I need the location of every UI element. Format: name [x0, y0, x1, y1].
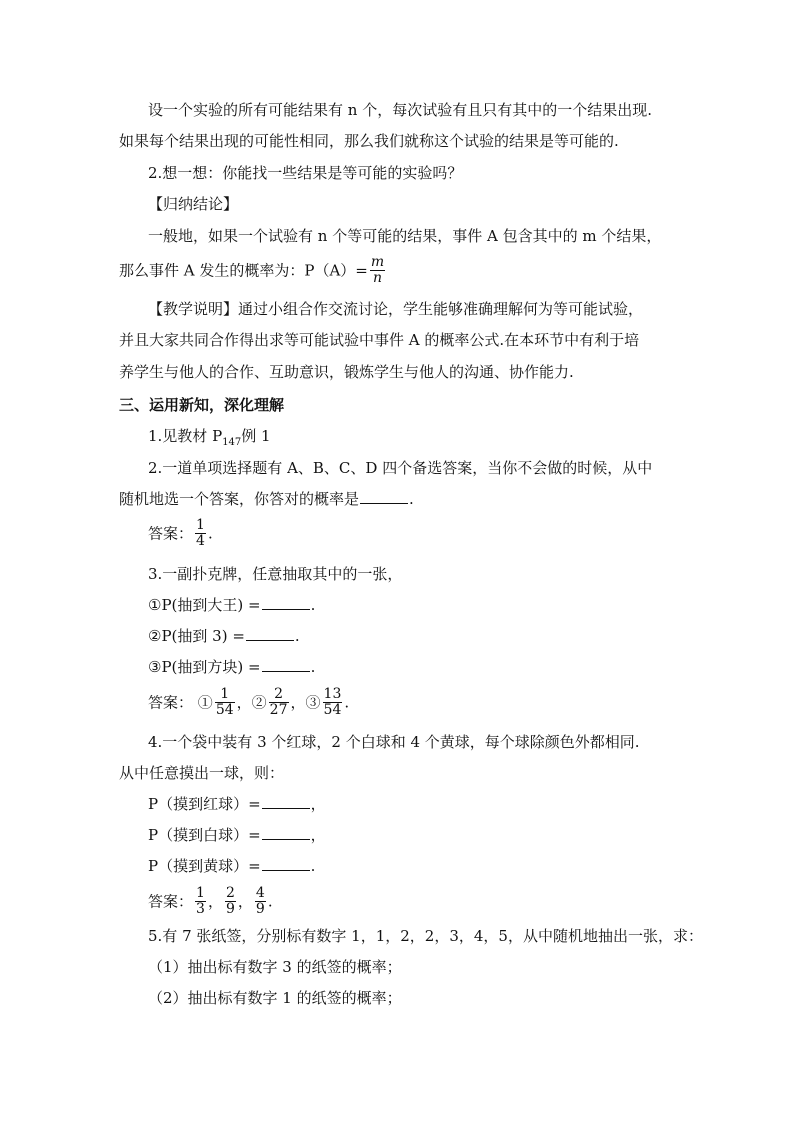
- answer-blank: [262, 656, 310, 672]
- fraction-numerator: 1: [196, 517, 205, 533]
- answer-blank: [360, 488, 408, 504]
- paragraph-line: 养学生与他人的合作、互助意识，锻炼学生与他人的沟通、协作能力.: [119, 363, 574, 381]
- punctuation: .: [310, 857, 316, 875]
- answer-line: [148, 887, 273, 918]
- answer-line: [148, 519, 213, 550]
- fraction-numerator: 2: [269, 687, 289, 703]
- question-2-line: 2.一道单项选择题有 A、B、C、D 四个备选答案，当你不会做的时候，从中: [148, 459, 653, 477]
- answer-blank: [262, 793, 310, 809]
- section-heading: 【归纳结论】: [148, 195, 239, 213]
- answer-blank: [262, 594, 310, 610]
- fraction-numerator: 4: [255, 885, 265, 901]
- paragraph-line: 如果每个结果出现的可能性相同，那么我们就称这个试验的结果是等可能的.: [119, 132, 619, 150]
- question-1: [148, 425, 271, 454]
- fraction-denominator: 4: [196, 533, 205, 549]
- formula-line: [119, 256, 387, 287]
- formula-prefix: 那么事件 A 发生的概率为：P（A）=: [119, 261, 368, 280]
- answer-marker: ②: [251, 693, 267, 712]
- answer-marker: ③: [305, 693, 321, 712]
- answer-label: 答案：: [148, 892, 194, 911]
- question-4-item: [148, 793, 326, 815]
- question-text: 1.见教材 P: [148, 427, 223, 445]
- page-subscript: 147: [222, 437, 242, 448]
- punctuation: .: [294, 627, 300, 645]
- fraction: [323, 687, 343, 718]
- answer-label: 答案：: [148, 524, 194, 543]
- question-2-line: [119, 488, 414, 510]
- question-3-line: 3.一副扑克牌，任意抽取其中的一张，: [148, 565, 403, 583]
- fraction-denominator: 9: [255, 901, 265, 917]
- item-label: ③P(抽到方块) =: [148, 658, 261, 676]
- question-text: .: [409, 490, 414, 508]
- punctuation: ，: [310, 826, 326, 844]
- fraction: [269, 687, 289, 718]
- fraction-numerator: 1: [196, 885, 205, 901]
- paragraph-line: 设一个实验的所有可能结果有 n 个，每次试验有且只有其中的一个结果出现.: [148, 101, 652, 119]
- fraction-numerator: 1: [215, 687, 235, 703]
- answer-blank: [262, 824, 310, 840]
- fraction: [255, 886, 266, 917]
- question-text: 随机地选一个答案，你答对的概率是: [119, 490, 360, 508]
- question-3-item: [148, 625, 300, 647]
- fraction-denominator: 54: [215, 702, 234, 718]
- fraction-numerator: m: [370, 254, 385, 270]
- punctuation: .: [344, 693, 350, 712]
- question-4-item: [148, 855, 315, 877]
- item-label: P（摸到白球）=: [148, 826, 261, 844]
- item-label: ①P(抽到大王) =: [148, 596, 261, 614]
- item-label: P（摸到红球）=: [148, 795, 261, 813]
- fraction-denominator: 54: [323, 702, 342, 718]
- punctuation: ，: [237, 892, 253, 911]
- punctuation: .: [207, 524, 213, 543]
- answer-line: [148, 688, 349, 719]
- fraction: [195, 518, 206, 549]
- fraction-denominator: n: [373, 270, 383, 286]
- item-label: P（摸到黄球）=: [148, 857, 261, 875]
- answer-blank: [262, 855, 310, 871]
- section-title: 三、运用新知，深化理解: [119, 396, 285, 414]
- paragraph-line: 2.想一想：你能找一些结果是等可能的实验吗？: [148, 164, 463, 182]
- question-4-item: [148, 824, 326, 846]
- question-5-subitem: （2）抽出标有数字 1 的纸签的概率；: [148, 989, 402, 1007]
- fraction: [370, 255, 385, 286]
- fraction-denominator: 3: [196, 901, 205, 917]
- fraction-numerator: 2: [225, 885, 235, 901]
- fraction-denominator: 9: [225, 901, 235, 917]
- punctuation: .: [267, 892, 273, 911]
- question-text: 例 1: [241, 427, 271, 445]
- question-3-item: [148, 656, 315, 678]
- fraction: [215, 687, 235, 718]
- item-label: ②P(抽到 3) =: [148, 627, 245, 645]
- fraction: [225, 886, 236, 917]
- paragraph-line: 一般地，如果一个试验有 n 个等可能的结果，事件 A 包含其中的 m 个结果，: [148, 227, 662, 245]
- answer-blank: [246, 625, 294, 641]
- paragraph-line: 【教学说明】通过小组合作交流讨论，学生能够准确理解何为等可能试验，: [148, 300, 644, 318]
- punctuation: ，: [310, 795, 326, 813]
- question-5-line: 5.有 7 张纸签，分别标有数字 1，1，2，2，3，4，5，从中随机地抽出一张，求：: [148, 927, 703, 945]
- question-5-subitem: （1）抽出标有数字 3 的纸签的概率；: [148, 958, 402, 976]
- question-4-line: 从中任意摸出一球，则：: [119, 764, 285, 782]
- fraction: [195, 886, 206, 917]
- fraction-numerator: 13: [323, 686, 342, 702]
- punctuation: ，: [236, 693, 252, 712]
- answer-label: 答案：: [148, 693, 194, 712]
- fraction-denominator: 27: [269, 702, 288, 718]
- paragraph-line: 并且大家共同合作得出求等可能试验中事件 A 的概率公式.在本环节中有利于培: [119, 331, 640, 349]
- punctuation: .: [310, 658, 316, 676]
- punctuation: ，: [290, 693, 306, 712]
- punctuation: .: [310, 596, 316, 614]
- answer-marker: ①: [197, 693, 213, 712]
- question-4-line: 4.一个袋中装有 3 个红球，2 个白球和 4 个黄球，每个球除颜色外都相同.: [148, 733, 640, 751]
- question-3-item: [148, 594, 315, 616]
- punctuation: ，: [207, 892, 223, 911]
